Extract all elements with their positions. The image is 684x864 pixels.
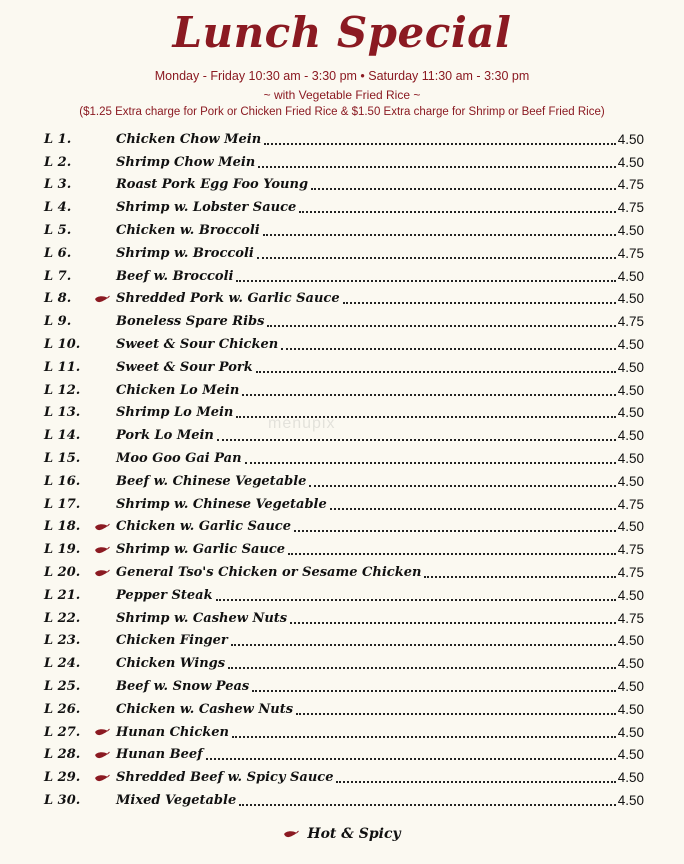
item-name: Pepper Steak xyxy=(116,587,213,603)
hot-pepper-icon xyxy=(94,774,110,782)
menu-item xyxy=(44,538,644,561)
hours-text: Monday - Friday 10:30 am - 3:30 pm • Saturday 11:30 am - 3:30 pm xyxy=(154,69,530,83)
item-price: 4.75 xyxy=(617,542,644,558)
item-name: Sweet & Sour Chicken xyxy=(116,337,279,353)
hot-pepper-icon xyxy=(94,728,110,736)
spicy-slot xyxy=(88,295,116,303)
hot-pepper-icon xyxy=(283,830,299,838)
item-name: Shrimp w. Garlic Sauce xyxy=(116,542,286,558)
item-name: Hunan Chicken xyxy=(116,724,229,740)
item-name: Shredded Beef w. Spicy Sauce xyxy=(116,770,334,786)
dot-leader xyxy=(311,179,616,190)
item-price: 4.50 xyxy=(617,770,644,786)
menu-item xyxy=(44,698,644,721)
dot-leader xyxy=(258,157,615,168)
item-price: 4.75 xyxy=(617,177,644,193)
item-code: L 28. xyxy=(44,747,81,763)
menu-item xyxy=(44,356,644,379)
item-name: Chicken w. Cashew Nuts xyxy=(116,701,294,717)
item-code: L 9. xyxy=(44,314,72,330)
item-price: 4.50 xyxy=(617,451,644,467)
dot-leader xyxy=(228,658,616,669)
dot-leader xyxy=(288,544,616,555)
menu-item xyxy=(44,516,644,539)
dot-leader xyxy=(299,202,615,213)
menu-item xyxy=(44,151,644,174)
watermark: menupix xyxy=(268,415,336,432)
item-price: 4.50 xyxy=(617,382,644,398)
menu-item xyxy=(44,584,644,607)
item-price: 4.50 xyxy=(617,359,644,375)
item-code: L 3. xyxy=(44,177,72,193)
spicy-slot xyxy=(88,751,116,759)
item-code: L 27. xyxy=(44,724,81,740)
item-code: L 20. xyxy=(44,565,81,581)
menu-list xyxy=(44,128,644,812)
item-name: Chicken Finger xyxy=(116,633,228,649)
item-name: General Tso's Chicken or Sesame Chicken xyxy=(116,565,422,581)
item-name: Shrimp w. Cashew Nuts xyxy=(116,610,288,626)
dot-leader xyxy=(267,316,615,327)
menu-item xyxy=(44,561,644,584)
menu-item xyxy=(44,333,644,356)
spicy-slot xyxy=(88,546,116,554)
item-code: L 18. xyxy=(44,519,81,535)
spicy-slot xyxy=(88,523,116,531)
dot-leader xyxy=(343,293,616,304)
item-code: L 21. xyxy=(44,587,81,603)
item-price: 4.50 xyxy=(617,337,644,353)
dot-leader xyxy=(309,476,615,487)
menu-item xyxy=(44,630,644,653)
spicy-slot xyxy=(88,569,116,577)
item-price: 4.75 xyxy=(617,314,644,330)
item-code: L 25. xyxy=(44,679,81,695)
item-price: 4.50 xyxy=(617,519,644,535)
item-price: 4.50 xyxy=(617,131,644,147)
item-price: 4.50 xyxy=(617,747,644,763)
dot-leader xyxy=(294,521,616,532)
item-name: Roast Pork Egg Foo Young xyxy=(116,177,309,193)
dot-leader xyxy=(263,225,616,236)
item-code: L 29. xyxy=(44,770,81,786)
item-price: 4.50 xyxy=(617,724,644,740)
menu-item xyxy=(44,424,644,447)
menu-item xyxy=(44,288,644,311)
item-code: L 5. xyxy=(44,223,72,239)
menu-item xyxy=(44,607,644,630)
menu-item xyxy=(44,675,644,698)
item-price: 4.50 xyxy=(617,587,644,603)
dot-leader xyxy=(236,407,615,418)
item-code: L 10. xyxy=(44,337,81,353)
dot-leader xyxy=(264,134,616,145)
item-name: Beef w. Broccoli xyxy=(116,268,234,284)
item-code: L 4. xyxy=(44,200,72,216)
item-price: 4.75 xyxy=(617,565,644,581)
dot-leader xyxy=(257,248,616,259)
item-price: 4.50 xyxy=(617,793,644,808)
item-code: L 30. xyxy=(44,793,81,808)
menu-item xyxy=(44,721,644,744)
item-code: L 23. xyxy=(44,633,81,649)
menu-item xyxy=(44,265,644,288)
item-price: 4.50 xyxy=(617,679,644,695)
menu-item xyxy=(44,196,644,219)
dot-leader xyxy=(424,567,615,578)
dot-leader xyxy=(236,271,615,282)
item-name: Chicken Wings xyxy=(116,656,226,672)
item-price: 4.50 xyxy=(617,633,644,649)
item-code: L 8. xyxy=(44,291,72,307)
dot-leader xyxy=(290,613,616,624)
item-code: L 1. xyxy=(44,131,72,147)
menu-item xyxy=(44,470,644,493)
menu-item xyxy=(44,310,644,333)
item-name: Pork Lo Mein xyxy=(116,428,214,444)
legend xyxy=(0,826,684,842)
item-code: L 12. xyxy=(44,382,81,398)
dot-leader xyxy=(217,430,616,441)
item-price: 4.75 xyxy=(617,496,644,512)
hot-pepper-icon xyxy=(94,546,110,554)
item-name: Chicken Chow Mein xyxy=(116,131,262,147)
item-price: 4.50 xyxy=(617,154,644,170)
dot-leader xyxy=(239,795,616,806)
item-price: 4.50 xyxy=(617,291,644,307)
item-code: L 17. xyxy=(44,496,81,512)
hot-pepper-icon xyxy=(94,569,110,577)
item-name: Boneless Spare Ribs xyxy=(116,314,265,330)
item-code: L 19. xyxy=(44,542,81,558)
spicy-slot xyxy=(88,774,116,782)
dot-leader xyxy=(336,772,615,783)
dot-leader xyxy=(231,635,616,646)
item-name: Chicken Lo Mein xyxy=(116,382,240,398)
item-code: L 7. xyxy=(44,268,72,284)
dot-leader xyxy=(232,727,616,738)
item-code: L 24. xyxy=(44,656,81,672)
item-name: Shrimp w. Lobster Sauce xyxy=(116,200,297,216)
menu-item xyxy=(44,789,644,812)
item-code: L 6. xyxy=(44,245,72,261)
dot-leader xyxy=(296,704,616,715)
item-price: 4.75 xyxy=(617,200,644,216)
menu-item xyxy=(44,174,644,197)
item-price: 4.50 xyxy=(617,428,644,444)
item-code: L 22. xyxy=(44,610,81,626)
item-price: 4.75 xyxy=(617,610,644,626)
menu-item xyxy=(44,242,644,265)
item-name: Chicken w. Garlic Sauce xyxy=(116,519,291,535)
item-name: Shrimp w. Broccoli xyxy=(116,245,254,261)
item-code: L 13. xyxy=(44,405,81,421)
dot-leader xyxy=(242,385,615,396)
hot-pepper-icon xyxy=(94,295,110,303)
item-price: 4.50 xyxy=(617,223,644,239)
page-title: Lunch Special xyxy=(172,8,512,57)
item-code: L 26. xyxy=(44,701,81,717)
item-name: Beef w. Chinese Vegetable xyxy=(116,473,307,489)
item-name: Moo Goo Gai Pan xyxy=(116,451,242,467)
item-price: 4.50 xyxy=(617,268,644,284)
dot-leader xyxy=(256,362,616,373)
dot-leader xyxy=(206,749,616,760)
item-code: L 14. xyxy=(44,428,81,444)
item-name: Shrimp w. Chinese Vegetable xyxy=(116,496,327,512)
item-code: L 15. xyxy=(44,451,81,467)
item-price: 4.50 xyxy=(617,473,644,489)
dot-leader xyxy=(245,453,616,464)
spicy-slot xyxy=(88,728,116,736)
hot-pepper-icon xyxy=(94,751,110,759)
item-name: Mixed Vegetable xyxy=(116,793,237,808)
menu-item xyxy=(44,128,644,151)
menu-item xyxy=(44,219,644,242)
item-price: 4.50 xyxy=(617,656,644,672)
item-name: Chicken w. Broccoli xyxy=(116,223,260,239)
menu-item xyxy=(44,766,644,789)
item-code: L 2. xyxy=(44,154,72,170)
dot-leader xyxy=(216,590,616,601)
hot-pepper-icon xyxy=(94,523,110,531)
menu-item xyxy=(44,447,644,470)
dot-leader xyxy=(330,499,616,510)
item-name: Shrimp Chow Mein xyxy=(116,154,256,170)
menu-item xyxy=(44,744,644,767)
menu-item xyxy=(44,493,644,516)
menu-item xyxy=(44,652,644,675)
dot-leader xyxy=(281,339,616,350)
item-name: Hunan Beef xyxy=(116,747,203,763)
item-price: 4.50 xyxy=(617,405,644,421)
item-name: Shrimp Lo Mein xyxy=(116,405,234,421)
extra-charge-note: ($1.25 Extra charge for Pork or Chicken Fried Rice & $1.50 Extra charge for Shrimp or Beef Fried Rice) xyxy=(79,106,605,118)
legend-label: Hot & Spicy xyxy=(307,826,401,842)
item-name: Sweet & Sour Pork xyxy=(116,359,253,375)
item-code: L 16. xyxy=(44,473,81,489)
menu-item xyxy=(44,402,644,425)
subtitle-text: ~ with Vegetable Fried Rice ~ xyxy=(263,88,421,102)
item-price: 4.75 xyxy=(617,245,644,261)
item-code: L 11. xyxy=(44,359,81,375)
dot-leader xyxy=(252,681,615,692)
item-name: Shredded Pork w. Garlic Sauce xyxy=(116,291,340,307)
menu-item xyxy=(44,379,644,402)
item-price: 4.50 xyxy=(617,701,644,717)
item-name: Beef w. Snow Peas xyxy=(116,679,250,695)
